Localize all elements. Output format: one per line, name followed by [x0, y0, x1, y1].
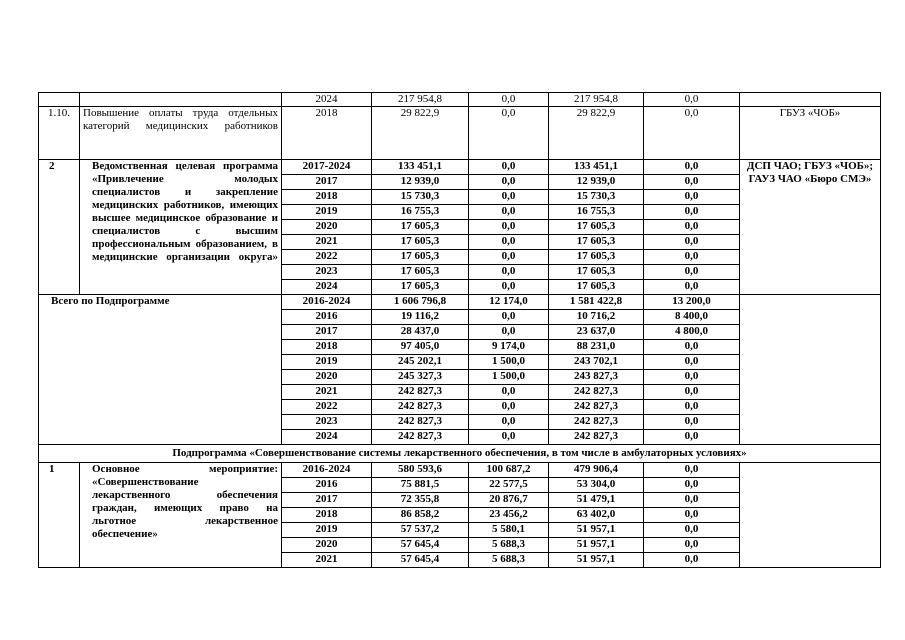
- total-cell: 86 858,2: [372, 508, 469, 523]
- okrug-cell: 243 702,1: [549, 355, 644, 370]
- federal-cell: 0,0: [469, 400, 549, 415]
- federal-cell: 0,0: [469, 250, 549, 265]
- year-cell: 2017-2024: [282, 160, 372, 175]
- total-cell: 245 202,1: [372, 355, 469, 370]
- other-cell: 0,0: [644, 220, 740, 235]
- table-row: [39, 160, 881, 175]
- federal-cell: 0,0: [469, 107, 549, 160]
- federal-cell: 0,0: [469, 175, 549, 190]
- okrug-cell: 10 716,2: [549, 310, 644, 325]
- section-row: [39, 445, 881, 463]
- total-cell: 133 451,1: [372, 160, 469, 175]
- other-cell: 0,0: [644, 160, 740, 175]
- total-cell: 242 827,3: [372, 400, 469, 415]
- total-cell: 29 822,9: [372, 107, 469, 160]
- executor-cell: [740, 93, 881, 107]
- year-cell: 2019: [282, 523, 372, 538]
- other-cell: 0,0: [644, 265, 740, 280]
- total-cell: 17 605,3: [372, 265, 469, 280]
- federal-cell: 0,0: [469, 220, 549, 235]
- year-cell: 2018: [282, 340, 372, 355]
- okrug-cell: 17 605,3: [549, 265, 644, 280]
- other-cell: 0,0: [644, 430, 740, 445]
- federal-cell: 5 688,3: [469, 538, 549, 553]
- okrug-cell: 479 906,4: [549, 463, 644, 478]
- year-cell: 2018: [282, 107, 372, 160]
- total-cell: 97 405,0: [372, 340, 469, 355]
- year-cell: 2020: [282, 538, 372, 553]
- federal-cell: 9 174,0: [469, 340, 549, 355]
- year-cell: 2020: [282, 370, 372, 385]
- other-cell: 0,0: [644, 190, 740, 205]
- other-cell: 0,0: [644, 205, 740, 220]
- okrug-cell: 242 827,3: [549, 415, 644, 430]
- year-cell: 2018: [282, 508, 372, 523]
- okrug-cell: 12 939,0: [549, 175, 644, 190]
- budget-table: [38, 92, 881, 568]
- row-number: 1.10.: [39, 107, 80, 160]
- federal-cell: 1 500,0: [469, 370, 549, 385]
- year-cell: 2024: [282, 280, 372, 295]
- okrug-cell: 29 822,9: [549, 107, 644, 160]
- row-name: Основное мероприятие: «Совершенствование лекарственного обеспечения граждан, имеющих право на льготное лекарственное обеспечение»: [80, 463, 282, 568]
- federal-cell: 12 174,0: [469, 295, 549, 310]
- federal-cell: 0,0: [469, 430, 549, 445]
- okrug-cell: 17 605,3: [549, 250, 644, 265]
- total-cell: 17 605,3: [372, 280, 469, 295]
- year-cell: 2018: [282, 190, 372, 205]
- other-cell: 0,0: [644, 235, 740, 250]
- other-cell: 0,0: [644, 553, 740, 568]
- year-cell: 2023: [282, 265, 372, 280]
- total-cell: 19 116,2: [372, 310, 469, 325]
- year-cell: 2019: [282, 205, 372, 220]
- year-cell: 2020: [282, 220, 372, 235]
- other-cell: 0,0: [644, 493, 740, 508]
- year-cell: 2021: [282, 553, 372, 568]
- table-row: [39, 463, 881, 478]
- other-cell: 0,0: [644, 107, 740, 160]
- year-cell: 2017: [282, 325, 372, 340]
- okrug-cell: 217 954,8: [549, 93, 644, 107]
- total-cell: 245 327,3: [372, 370, 469, 385]
- section-title: Подпрограмма «Совершенствование системы лекарственного обеспечения, в том числе в амбулаторных условиях»: [39, 445, 881, 463]
- federal-cell: 0,0: [469, 385, 549, 400]
- other-cell: 0,0: [644, 175, 740, 190]
- okrug-cell: 51 957,1: [549, 553, 644, 568]
- year-cell: 2022: [282, 400, 372, 415]
- year-cell: 2016: [282, 310, 372, 325]
- okrug-cell: 17 605,3: [549, 220, 644, 235]
- table-row: [39, 107, 881, 160]
- executor-cell: [740, 295, 881, 445]
- okrug-cell: 1 581 422,8: [549, 295, 644, 310]
- total-cell: 12 939,0: [372, 175, 469, 190]
- other-cell: 0,0: [644, 400, 740, 415]
- federal-cell: 0,0: [469, 280, 549, 295]
- other-cell: 0,0: [644, 508, 740, 523]
- row-name: [80, 93, 282, 107]
- total-cell: 242 827,3: [372, 415, 469, 430]
- okrug-cell: 242 827,3: [549, 430, 644, 445]
- other-cell: 0,0: [644, 250, 740, 265]
- federal-cell: 0,0: [469, 93, 549, 107]
- other-cell: 0,0: [644, 385, 740, 400]
- total-cell: 72 355,8: [372, 493, 469, 508]
- okrug-cell: 88 231,0: [549, 340, 644, 355]
- year-cell: 2022: [282, 250, 372, 265]
- total-cell: 28 437,0: [372, 325, 469, 340]
- year-cell: 2021: [282, 235, 372, 250]
- row-number: 2: [39, 160, 80, 295]
- other-cell: 0,0: [644, 355, 740, 370]
- total-cell: 242 827,3: [372, 430, 469, 445]
- other-cell: 4 800,0: [644, 325, 740, 340]
- other-cell: 0,0: [644, 478, 740, 493]
- federal-cell: 0,0: [469, 265, 549, 280]
- total-cell: 217 954,8: [372, 93, 469, 107]
- other-cell: 0,0: [644, 280, 740, 295]
- federal-cell: 5 580,1: [469, 523, 549, 538]
- executor-cell: [740, 463, 881, 568]
- row-name: Повышение оплаты труда отдельных категорий медицинских работников: [80, 107, 282, 160]
- other-cell: 0,0: [644, 538, 740, 553]
- row-number: [39, 93, 80, 107]
- total-cell: 17 605,3: [372, 235, 469, 250]
- total-cell: 580 593,6: [372, 463, 469, 478]
- okrug-cell: 242 827,3: [549, 385, 644, 400]
- row-name: Ведомственная целевая программа «Привлечение молодых специалистов и закрепление медицинских работников, имеющих высшее медицинское образование и специалистов с высшим профессиональным образованием, в медицинские организации округа»: [80, 160, 282, 295]
- federal-cell: 0,0: [469, 190, 549, 205]
- row-name: Всего по Подпрограмме: [39, 295, 282, 445]
- federal-cell: 0,0: [469, 160, 549, 175]
- other-cell: 13 200,0: [644, 295, 740, 310]
- year-cell: 2019: [282, 355, 372, 370]
- executor-cell: ГБУЗ «ЧОБ»: [740, 107, 881, 160]
- year-cell: 2023: [282, 415, 372, 430]
- federal-cell: 5 688,3: [469, 553, 549, 568]
- other-cell: 0,0: [644, 523, 740, 538]
- okrug-cell: 51 957,1: [549, 523, 644, 538]
- federal-cell: 20 876,7: [469, 493, 549, 508]
- okrug-cell: 63 402,0: [549, 508, 644, 523]
- okrug-cell: 17 605,3: [549, 280, 644, 295]
- total-cell: 57 645,4: [372, 538, 469, 553]
- year-cell: 2024: [282, 93, 372, 107]
- year-cell: 2024: [282, 430, 372, 445]
- total-cell: 16 755,3: [372, 205, 469, 220]
- total-cell: 17 605,3: [372, 250, 469, 265]
- total-cell: 57 645,4: [372, 553, 469, 568]
- total-cell: 17 605,3: [372, 220, 469, 235]
- okrug-cell: 16 755,3: [549, 205, 644, 220]
- year-cell: 2021: [282, 385, 372, 400]
- okrug-cell: 17 605,3: [549, 235, 644, 250]
- total-cell: 1 606 796,8: [372, 295, 469, 310]
- okrug-cell: 15 730,3: [549, 190, 644, 205]
- federal-cell: 100 687,2: [469, 463, 549, 478]
- year-cell: 2016: [282, 478, 372, 493]
- okrug-cell: 51 957,1: [549, 538, 644, 553]
- okrug-cell: 51 479,1: [549, 493, 644, 508]
- other-cell: 0,0: [644, 93, 740, 107]
- year-cell: 2016-2024: [282, 295, 372, 310]
- year-cell: 2016-2024: [282, 463, 372, 478]
- federal-cell: 0,0: [469, 235, 549, 250]
- total-cell: 57 537,2: [372, 523, 469, 538]
- federal-cell: 1 500,0: [469, 355, 549, 370]
- year-cell: 2017: [282, 175, 372, 190]
- federal-cell: 23 456,2: [469, 508, 549, 523]
- table-row: [39, 93, 881, 107]
- okrug-cell: 53 304,0: [549, 478, 644, 493]
- federal-cell: 0,0: [469, 415, 549, 430]
- okrug-cell: 243 827,3: [549, 370, 644, 385]
- federal-cell: 0,0: [469, 205, 549, 220]
- other-cell: 0,0: [644, 415, 740, 430]
- total-cell: 15 730,3: [372, 190, 469, 205]
- okrug-cell: 242 827,3: [549, 400, 644, 415]
- other-cell: 0,0: [644, 463, 740, 478]
- executor-cell: ДСП ЧАО; ГБУЗ «ЧОБ»; ГАУЗ ЧАО «Бюро СМЭ»: [740, 160, 881, 295]
- federal-cell: 22 577,5: [469, 478, 549, 493]
- okrug-cell: 23 637,0: [549, 325, 644, 340]
- other-cell: 0,0: [644, 370, 740, 385]
- row-number: 1: [39, 463, 80, 568]
- table-row: [39, 295, 881, 310]
- other-cell: 0,0: [644, 340, 740, 355]
- total-cell: 242 827,3: [372, 385, 469, 400]
- other-cell: 8 400,0: [644, 310, 740, 325]
- federal-cell: 0,0: [469, 325, 549, 340]
- year-cell: 2017: [282, 493, 372, 508]
- total-cell: 75 881,5: [372, 478, 469, 493]
- okrug-cell: 133 451,1: [549, 160, 644, 175]
- federal-cell: 0,0: [469, 310, 549, 325]
